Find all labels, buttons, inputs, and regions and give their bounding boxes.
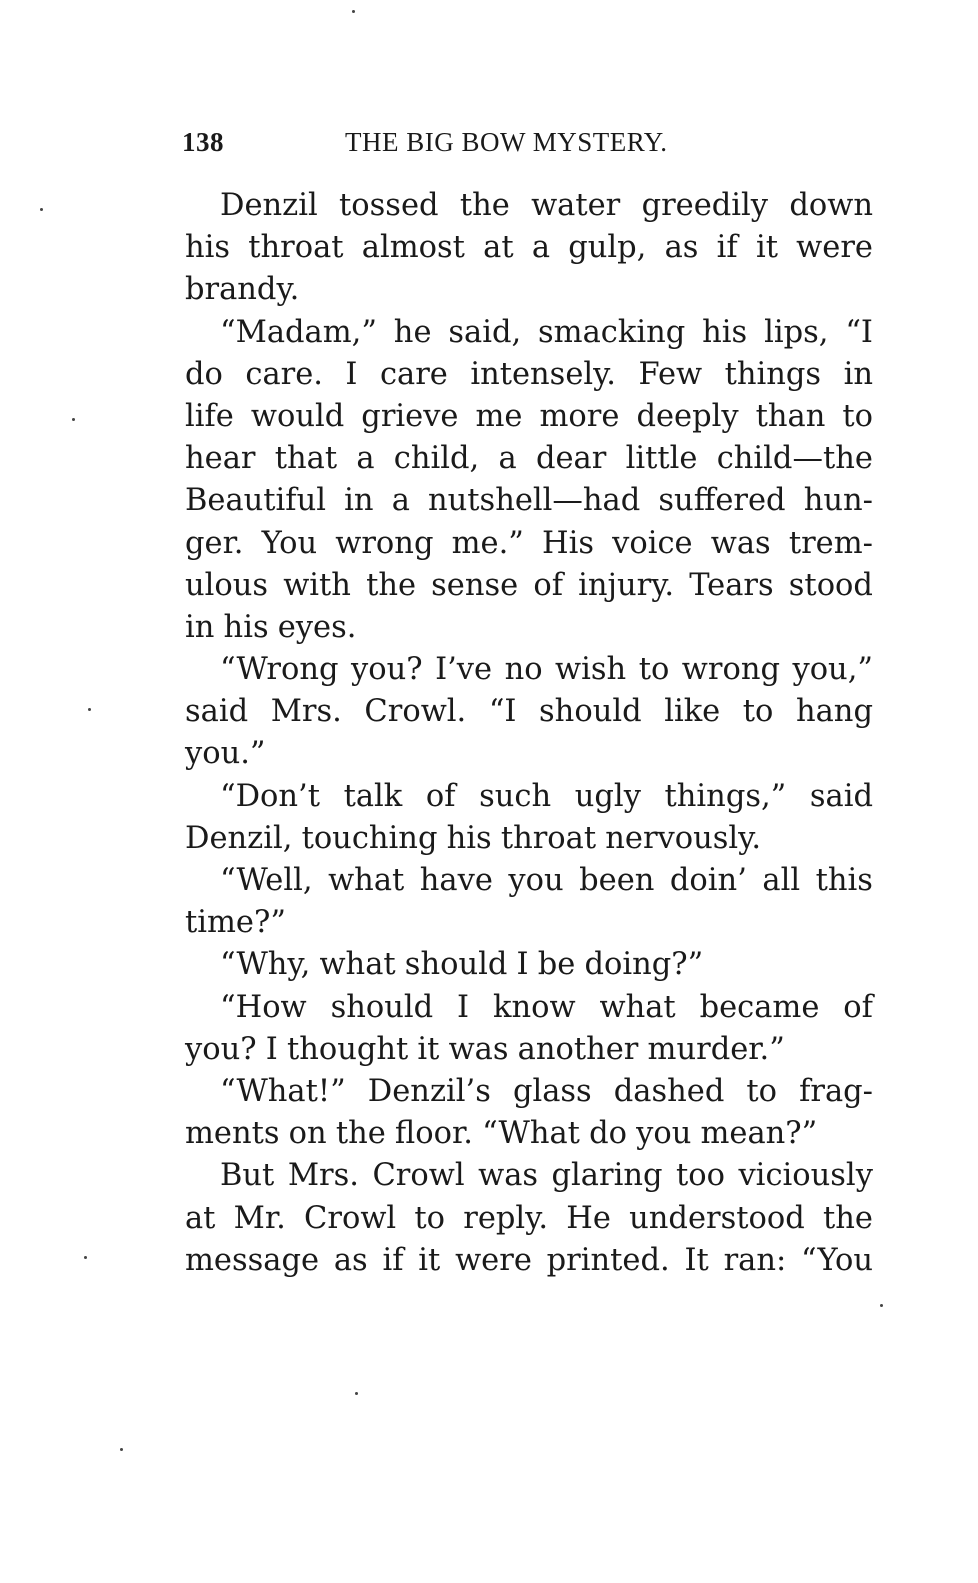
word: at: [483, 230, 514, 266]
word: on: [288, 1116, 327, 1152]
word: at: [185, 1200, 216, 1236]
word: wrong: [335, 525, 434, 561]
word: a: [531, 230, 551, 266]
word: nutshell—had: [428, 483, 641, 519]
word: of: [425, 778, 456, 814]
word: Mrs.: [270, 694, 342, 730]
body-text: [185, 185, 873, 1282]
word: message: [185, 1242, 320, 1278]
word: “I: [845, 314, 873, 350]
word: you: [636, 1116, 692, 1152]
word: that: [274, 441, 338, 477]
word: Denzil’s: [367, 1073, 491, 1109]
word: dear: [535, 441, 607, 477]
text-line: [185, 227, 873, 269]
word: me.”: [451, 525, 524, 561]
word: sense: [431, 567, 519, 603]
word: smacking: [538, 314, 686, 350]
word: dashed: [613, 1073, 725, 1109]
word: in: [843, 356, 873, 392]
scan-speck: [72, 418, 75, 421]
text-line: [185, 1071, 873, 1113]
word: more: [539, 398, 620, 434]
word: “I: [488, 694, 517, 730]
word: his: [223, 609, 269, 645]
word: the: [366, 567, 417, 603]
word: I: [457, 989, 470, 1025]
word: a: [498, 441, 517, 477]
word: became: [699, 989, 820, 1025]
scan-speck: [880, 1304, 883, 1307]
word: do: [589, 1116, 627, 1152]
running-title: THE BIG BOW MYSTERY.: [345, 127, 668, 157]
word: it: [418, 1242, 441, 1278]
word: you.”: [185, 736, 266, 772]
word: “Well,: [220, 863, 313, 898]
word: hear: [185, 441, 256, 477]
word: as: [333, 1242, 368, 1278]
word: hun-: [803, 483, 873, 519]
word: ulous: [185, 567, 269, 603]
word: His: [541, 525, 594, 561]
word: than: [755, 398, 826, 434]
word: the: [822, 1200, 873, 1236]
word: he: [393, 314, 432, 350]
word: was: [448, 1031, 509, 1067]
word: been: [579, 863, 655, 898]
scan-speck: [84, 1256, 87, 1259]
text-line: [185, 987, 873, 1029]
word: it: [417, 1031, 440, 1067]
word: little: [625, 441, 698, 477]
word: you,”: [792, 652, 873, 688]
word: me: [475, 398, 523, 434]
word: I’ve: [435, 652, 493, 688]
word: nervously.: [605, 820, 762, 856]
word: ugly: [574, 778, 641, 814]
text-line: [185, 1113, 873, 1155]
text-line: [185, 818, 873, 860]
text-line: [185, 607, 873, 649]
word: would: [250, 398, 345, 434]
word: care: [379, 356, 448, 392]
word: this: [815, 863, 873, 898]
word: viciously: [738, 1158, 873, 1194]
word: to: [742, 694, 774, 730]
word: do: [185, 356, 223, 392]
word: his: [446, 820, 492, 856]
word: what: [599, 989, 676, 1025]
word: tossed: [339, 188, 439, 223]
word: glass: [512, 1073, 592, 1109]
word: Few: [638, 356, 703, 392]
scan-speck: [120, 1448, 123, 1451]
scan-speck: [355, 1392, 358, 1395]
word: thought: [286, 1031, 409, 1067]
word: Mrs.: [287, 1158, 359, 1194]
word: stood: [788, 567, 873, 603]
word: “Don’t: [220, 778, 321, 814]
word: like: [664, 694, 721, 730]
word: You: [261, 525, 318, 561]
word: what: [328, 863, 405, 898]
word: touching: [301, 820, 438, 856]
word: understood: [629, 1200, 805, 1236]
word: too: [675, 1158, 725, 1194]
word: murder.”: [647, 1031, 785, 1067]
word: glaring: [551, 1158, 663, 1194]
word: as: [664, 230, 699, 266]
word: it: [755, 230, 778, 266]
word: have: [419, 863, 493, 898]
text-line: [185, 860, 873, 902]
word: the: [459, 188, 510, 223]
word: ran:: [723, 1242, 787, 1278]
word: “How: [220, 989, 307, 1025]
word: his: [185, 230, 231, 266]
word: said: [809, 778, 873, 814]
text-line: [185, 1029, 873, 1071]
text-line: [185, 354, 873, 396]
word: Crowl.: [364, 694, 467, 730]
text-line: [185, 396, 873, 438]
word: wrong: [681, 652, 780, 688]
word: of: [533, 567, 563, 603]
word: child—the: [716, 441, 873, 477]
word: was: [710, 525, 771, 561]
word: to: [842, 398, 873, 434]
page-header: [182, 127, 872, 167]
word: greedily: [641, 188, 769, 223]
word: child,: [393, 441, 480, 477]
word: wish: [555, 652, 627, 688]
word: It: [684, 1242, 709, 1278]
word: “Wrong: [220, 652, 339, 688]
word: time?”: [185, 905, 286, 941]
word: doin’: [669, 863, 747, 898]
word: another: [517, 1031, 639, 1067]
text-line: [185, 565, 873, 607]
word: talk: [343, 778, 403, 814]
word: mean?”: [700, 1116, 818, 1152]
text-line: [185, 1155, 873, 1197]
word: grieve: [361, 398, 459, 434]
word: throat: [500, 820, 597, 856]
word: said,: [448, 314, 522, 350]
word: with: [283, 567, 351, 603]
word: such: [479, 778, 552, 814]
word: deeply: [636, 398, 739, 434]
word: his: [702, 314, 748, 350]
word: eyes.: [277, 609, 357, 645]
word: were: [796, 230, 873, 266]
word: voice: [612, 525, 693, 561]
word: the: [335, 1116, 386, 1152]
word: “Why,: [220, 947, 311, 983]
word: He: [566, 1200, 611, 1236]
word: Tears: [689, 567, 774, 603]
word: water: [531, 188, 621, 223]
word: what: [319, 947, 396, 983]
word: if: [382, 1242, 404, 1278]
word: brandy.: [185, 272, 300, 308]
text-line: [185, 691, 873, 733]
word: throat: [248, 230, 344, 266]
scan-speck: [88, 708, 91, 711]
text-line: [185, 733, 873, 775]
text-line: [185, 269, 873, 311]
word: to: [414, 1200, 446, 1236]
word: trem-: [788, 525, 873, 561]
word: Crowl: [304, 1200, 397, 1236]
word: no: [504, 652, 543, 688]
word: I: [516, 947, 529, 983]
word: should: [330, 989, 434, 1025]
word: injury.: [578, 567, 675, 603]
text-line: [185, 776, 873, 818]
word: ments: [185, 1116, 280, 1152]
word: I: [345, 356, 358, 392]
word: said: [185, 694, 249, 730]
word: if: [716, 230, 738, 266]
text-line: [185, 649, 873, 691]
word: Mr.: [233, 1200, 286, 1236]
word: you: [508, 863, 564, 898]
text-line: [185, 1240, 873, 1282]
text-line: [185, 944, 873, 986]
word: things,”: [664, 778, 787, 814]
word: suffered: [658, 483, 786, 519]
word: gulp,: [568, 230, 647, 266]
word: were: [455, 1242, 532, 1278]
scan-speck: [352, 10, 355, 13]
word: you?: [351, 652, 423, 688]
word: things: [724, 356, 822, 392]
word: of: [843, 989, 873, 1025]
word: intensely.: [470, 356, 617, 392]
word: lips,: [764, 314, 829, 350]
word: “Madam,”: [220, 314, 377, 350]
word: But: [220, 1158, 275, 1194]
word: “What: [482, 1116, 580, 1152]
word: down: [789, 188, 873, 223]
text-line: [185, 480, 873, 522]
word: reply.: [463, 1200, 549, 1236]
word: in: [344, 483, 374, 519]
word: be: [537, 947, 576, 983]
word: I: [265, 1031, 278, 1067]
word: was: [478, 1158, 539, 1194]
text-line: [185, 312, 873, 354]
word: a: [356, 441, 375, 477]
word: all: [762, 863, 801, 898]
scan-speck: [40, 208, 43, 211]
text-line: [185, 438, 873, 480]
word: doing?”: [584, 947, 704, 983]
text-line: [185, 523, 873, 565]
word: almost: [361, 230, 465, 266]
word: know: [493, 989, 576, 1025]
word: should: [404, 947, 508, 983]
word: hang: [795, 694, 873, 730]
word: “What!”: [220, 1073, 346, 1109]
page-number: 138: [182, 127, 224, 157]
word: printed.: [546, 1242, 670, 1278]
word: floor.: [394, 1116, 473, 1152]
word: Beautiful: [185, 483, 326, 519]
word: ger.: [185, 525, 244, 561]
word: life: [185, 398, 234, 434]
text-line: [185, 185, 873, 227]
word: in: [185, 609, 215, 645]
word: care.: [245, 356, 323, 392]
word: Crowl: [372, 1158, 465, 1194]
word: frag-: [799, 1073, 873, 1109]
text-line: [185, 902, 873, 944]
word: Denzil,: [185, 820, 293, 856]
word: to: [746, 1073, 778, 1109]
word: you?: [185, 1031, 257, 1067]
word: should: [539, 694, 642, 730]
word: to: [638, 652, 670, 688]
word: Denzil: [220, 188, 318, 223]
word: a: [391, 483, 410, 519]
text-line: [185, 1198, 873, 1240]
word: “You: [801, 1242, 873, 1278]
